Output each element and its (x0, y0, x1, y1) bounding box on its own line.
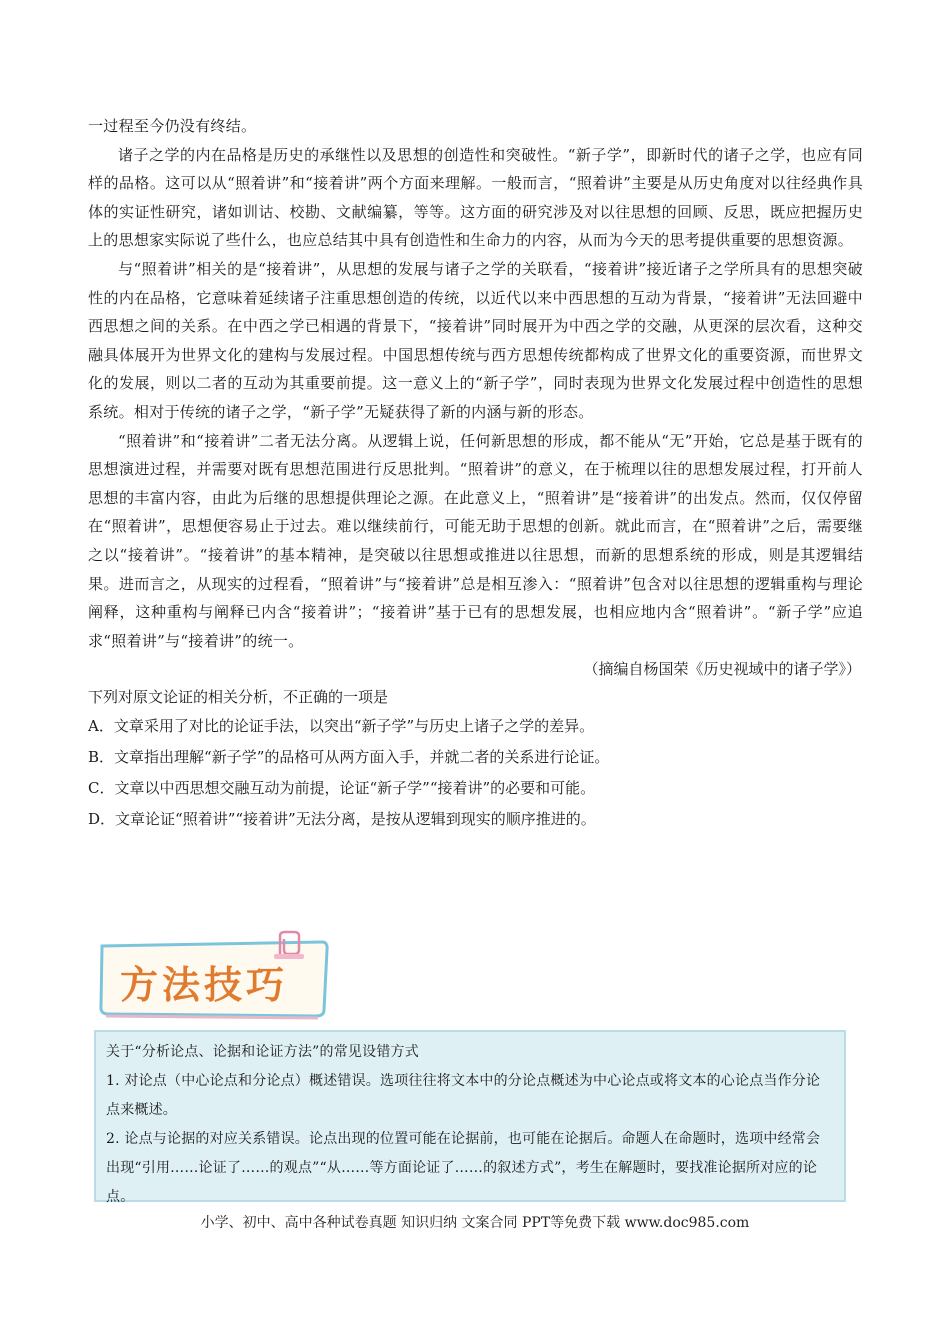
paperclip-icon (272, 930, 306, 964)
option-a: A．文章采用了对比的论证手法，以突出“新子学”与历史上诸子之学的差异。 (88, 717, 595, 736)
source-citation: （摘编自杨国荣《历史视域中的诸子学》） (583, 660, 861, 679)
paragraph-3: “照着讲”和“接着讲”二者无法分离。从逻辑上说，任何新思想的形成，都不能从“无”开始，它总是基于既有的思想演进过程，并需要对既有思想范围进行反思批判。“照着讲”的意义，在于梳理以往的思想发展过程，打开前人思想的丰富内容，由此为后继的思想提供理论之源。在此意义上，“照着讲”是“接着讲”的出发点。然而，仅仅停留在“照着讲”，思想便容易止于过去。难以继续前行，可能无助于思想的创新。就此而言，在“照着讲”之后，需要继之以“接着讲”。“接着讲”的基本精神，是突破以往思想或推进以往思想，而新的思想系统的形成，则是其逻辑结果。进而言之，从现实的过程看，“照着讲”与“接着讲”总是相互渗入：“照着讲”包含对以往思想的逻辑重构与理论阐释，这种重构与阐释已内含“接着讲”；“接着讲”基于已有的思想发展，也相应地内含“照着讲”。“新子学”应追求“照着讲”与“接着讲”的统一。 (88, 431, 863, 650)
tips-item-2: 2. 论点与论据的对应关系错误。论点出现的位置可能在论据前，也可能在论据后。命题人在命题时，选项中经常会出现“引用……论证了……的观点”“从……等方面论证了……的叙述方式”，考生在解题时，要找准论据所对应的论点。 (106, 1131, 821, 1205)
footer-text: 小学、初中、高中各种试卷真题 知识归纳 文案合同 PPT等免费下载 www.doc985.com (200, 1215, 750, 1231)
banner-title: 方法技巧 (120, 963, 289, 1007)
paragraph-0: 一过程至今仍没有终结。 (88, 117, 257, 135)
option-d: D．文章论证“照着讲”“接着讲”无法分离，是按从逻辑到现实的顺序推进的。 (88, 810, 596, 829)
tips-item-1: 1. 对论点（中心论点和分论点）概述错误。选项往往将文本中的分论点概述为中心论点或将文本的心论点当作分论点来概述。 (106, 1073, 821, 1118)
paragraph-1: 诸子之学的内在品格是历史的承继性以及思想的创造性和突破性。“新子学”，即新时代的诸子之学，也应有同样的品格。这可以从“照着讲”和“接着讲”两个方面来理解。一般而言，“照着讲”主要是从历史角度对以往经典作具体的实证性研究，诸如训诂、校勘、文献编纂，等等。这方面的研究涉及对以往思想的回顾、反思，既应把握历史上的思想家实际说了些什么，也应总结其中具有创造性和生命力的内容，从而为今天的思考提供重要的思想资源。 (88, 145, 863, 250)
tips-heading: 关于“分析论点、论据和论证方法”的常见设错方式 (106, 1044, 419, 1060)
method-banner (96, 936, 332, 1020)
tips-box (94, 1030, 846, 1205)
option-b: B．文章指出理解“新子学”的品格可从两方面入手，并就二者的关系进行论证。 (88, 748, 610, 767)
option-c: C．文章以中西思想交融互动为前提，论证“新子学”“接着讲”的必要和可能。 (88, 779, 596, 798)
paragraph-2: 与“照着讲”相关的是“接着讲”，从思想的发展与诸子之学的关联看，“接着讲”接近诸子之学所具有的思想突破性的内在品格，它意味着延续诸子注重思想创造的传统，以近代以来中西思想的互动为背景，“接着讲”无法回避中西思想之间的关系。在中西之学已相遇的背景下，“接着讲”同时展开为中西之学的交融，从更深的层次看，这种交融具体展开为世界文化的建构与发展过程。中国思想传统与西方思想传统都构成了世界文化的重要资源，而世界文化的发展，则以二者的互动为其重要前提。这一意义上的“新子学”，同时表现为世界文化发展过程中创造性的思想系统。相对于传统的诸子之学，“新子学”无疑获得了新的内涵与新的形态。 (88, 259, 863, 421)
question-stem: 下列对原文论证的相关分析，不正确的一项是 (88, 688, 389, 707)
article (88, 112, 863, 835)
